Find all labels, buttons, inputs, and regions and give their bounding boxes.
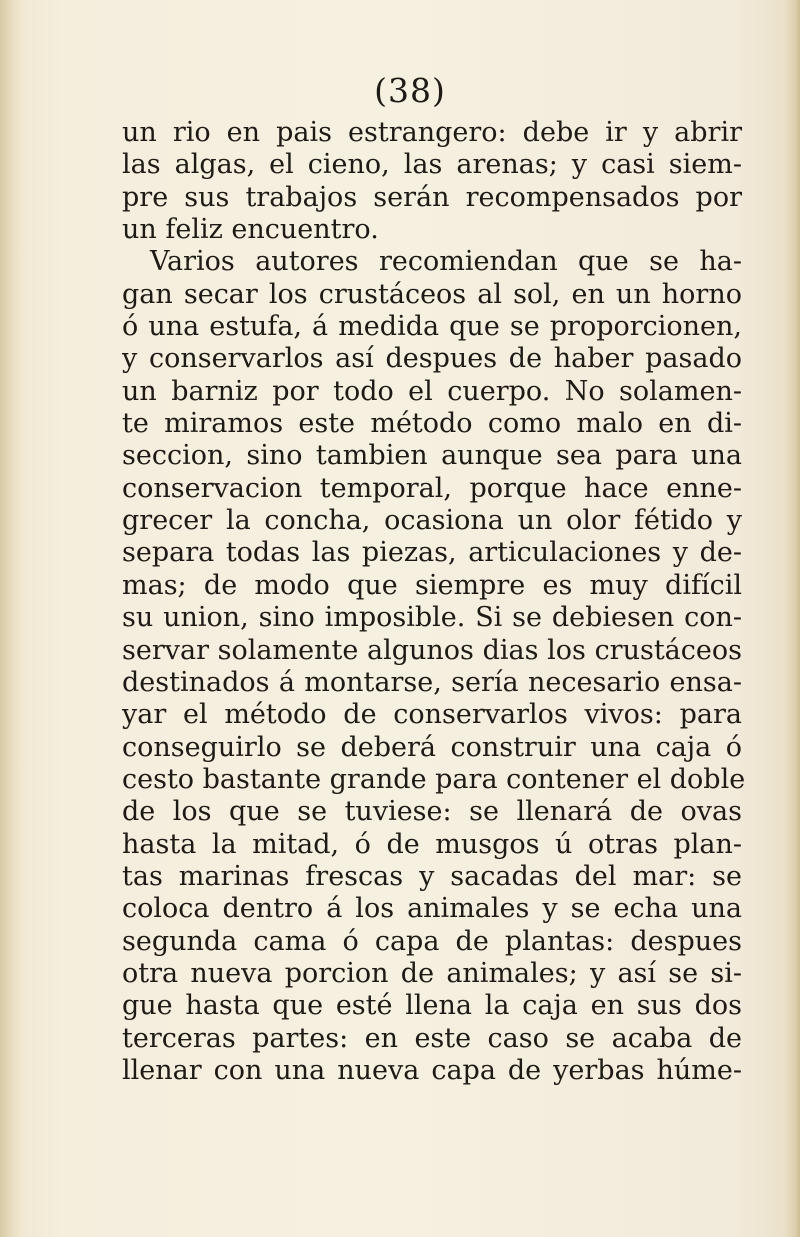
text-line: un feliz encuentro. <box>122 214 379 246</box>
text-line: de los que se tuviese: se llenará de ovas <box>122 796 742 828</box>
text-line: servar solamente algunos dias los crustáceos <box>122 634 742 666</box>
text-line: tas marinas frescas y sacadas del mar: se <box>122 860 742 892</box>
page-edge-shadow <box>784 0 800 1237</box>
text-line: yar el método de conservarlos vivos: para <box>122 699 742 731</box>
text-line: Varios autores recomiendan que se ha- <box>150 246 742 278</box>
text-line: otra nueva porcion de animales; y así se si- <box>122 957 742 989</box>
text-line: llenar con una nueva capa de yerbas húme- <box>122 1054 742 1086</box>
text-line: y conservarlos así despues de haber pasado <box>122 343 742 375</box>
text-line: terceras partes: en este caso se acaba de <box>122 1022 742 1054</box>
text-line: gan secar los crustáceos al sol, en un horno <box>122 278 742 310</box>
page-binding-shadow <box>0 0 22 1237</box>
text-line: su union, sino imposible. Si se debiesen con- <box>122 602 742 634</box>
text-line: destinados á montarse, sería necesario ensa- <box>122 666 742 698</box>
text-line: las algas, el cieno, las arenas; y casi siem- <box>122 149 742 181</box>
text-line: gue hasta que esté llena la caja en sus dos <box>122 990 742 1022</box>
text-line: te miramos este método como malo en di- <box>122 408 742 440</box>
text-line: un rio en pais estrangero: debe ir y abrir <box>122 117 742 148</box>
page-number: (38) <box>374 71 446 110</box>
text-line: hasta la mitad, ó de musgos ú otras plan- <box>122 828 742 860</box>
text-line: ó una estufa, á medida que se proporcionen, <box>122 311 742 343</box>
text-line: mas; de modo que siempre es muy difícil <box>122 569 742 601</box>
text-line: coloca dentro á los animales y se echa una <box>122 893 742 925</box>
text-line: conseguirlo se deberá construir una caja ó <box>122 731 742 763</box>
text-line: grecer la concha, ocasiona un olor fétido y <box>122 505 742 537</box>
text-line: separa todas las piezas, articulaciones y de- <box>122 537 742 569</box>
text-line: cesto bastante grande para contener el doble <box>122 763 746 795</box>
text-line: un barniz por todo el cuerpo. No solamen- <box>122 375 742 407</box>
body-text <box>122 117 746 1087</box>
text-line: conservacion temporal, porque hace enne- <box>122 472 742 504</box>
text-line: segunda cama ó capa de plantas: despues <box>122 925 742 957</box>
text-line: pre sus trabajos serán recompensados por <box>122 181 742 213</box>
text-line: seccion, sino tambien aunque sea para una <box>122 440 742 472</box>
